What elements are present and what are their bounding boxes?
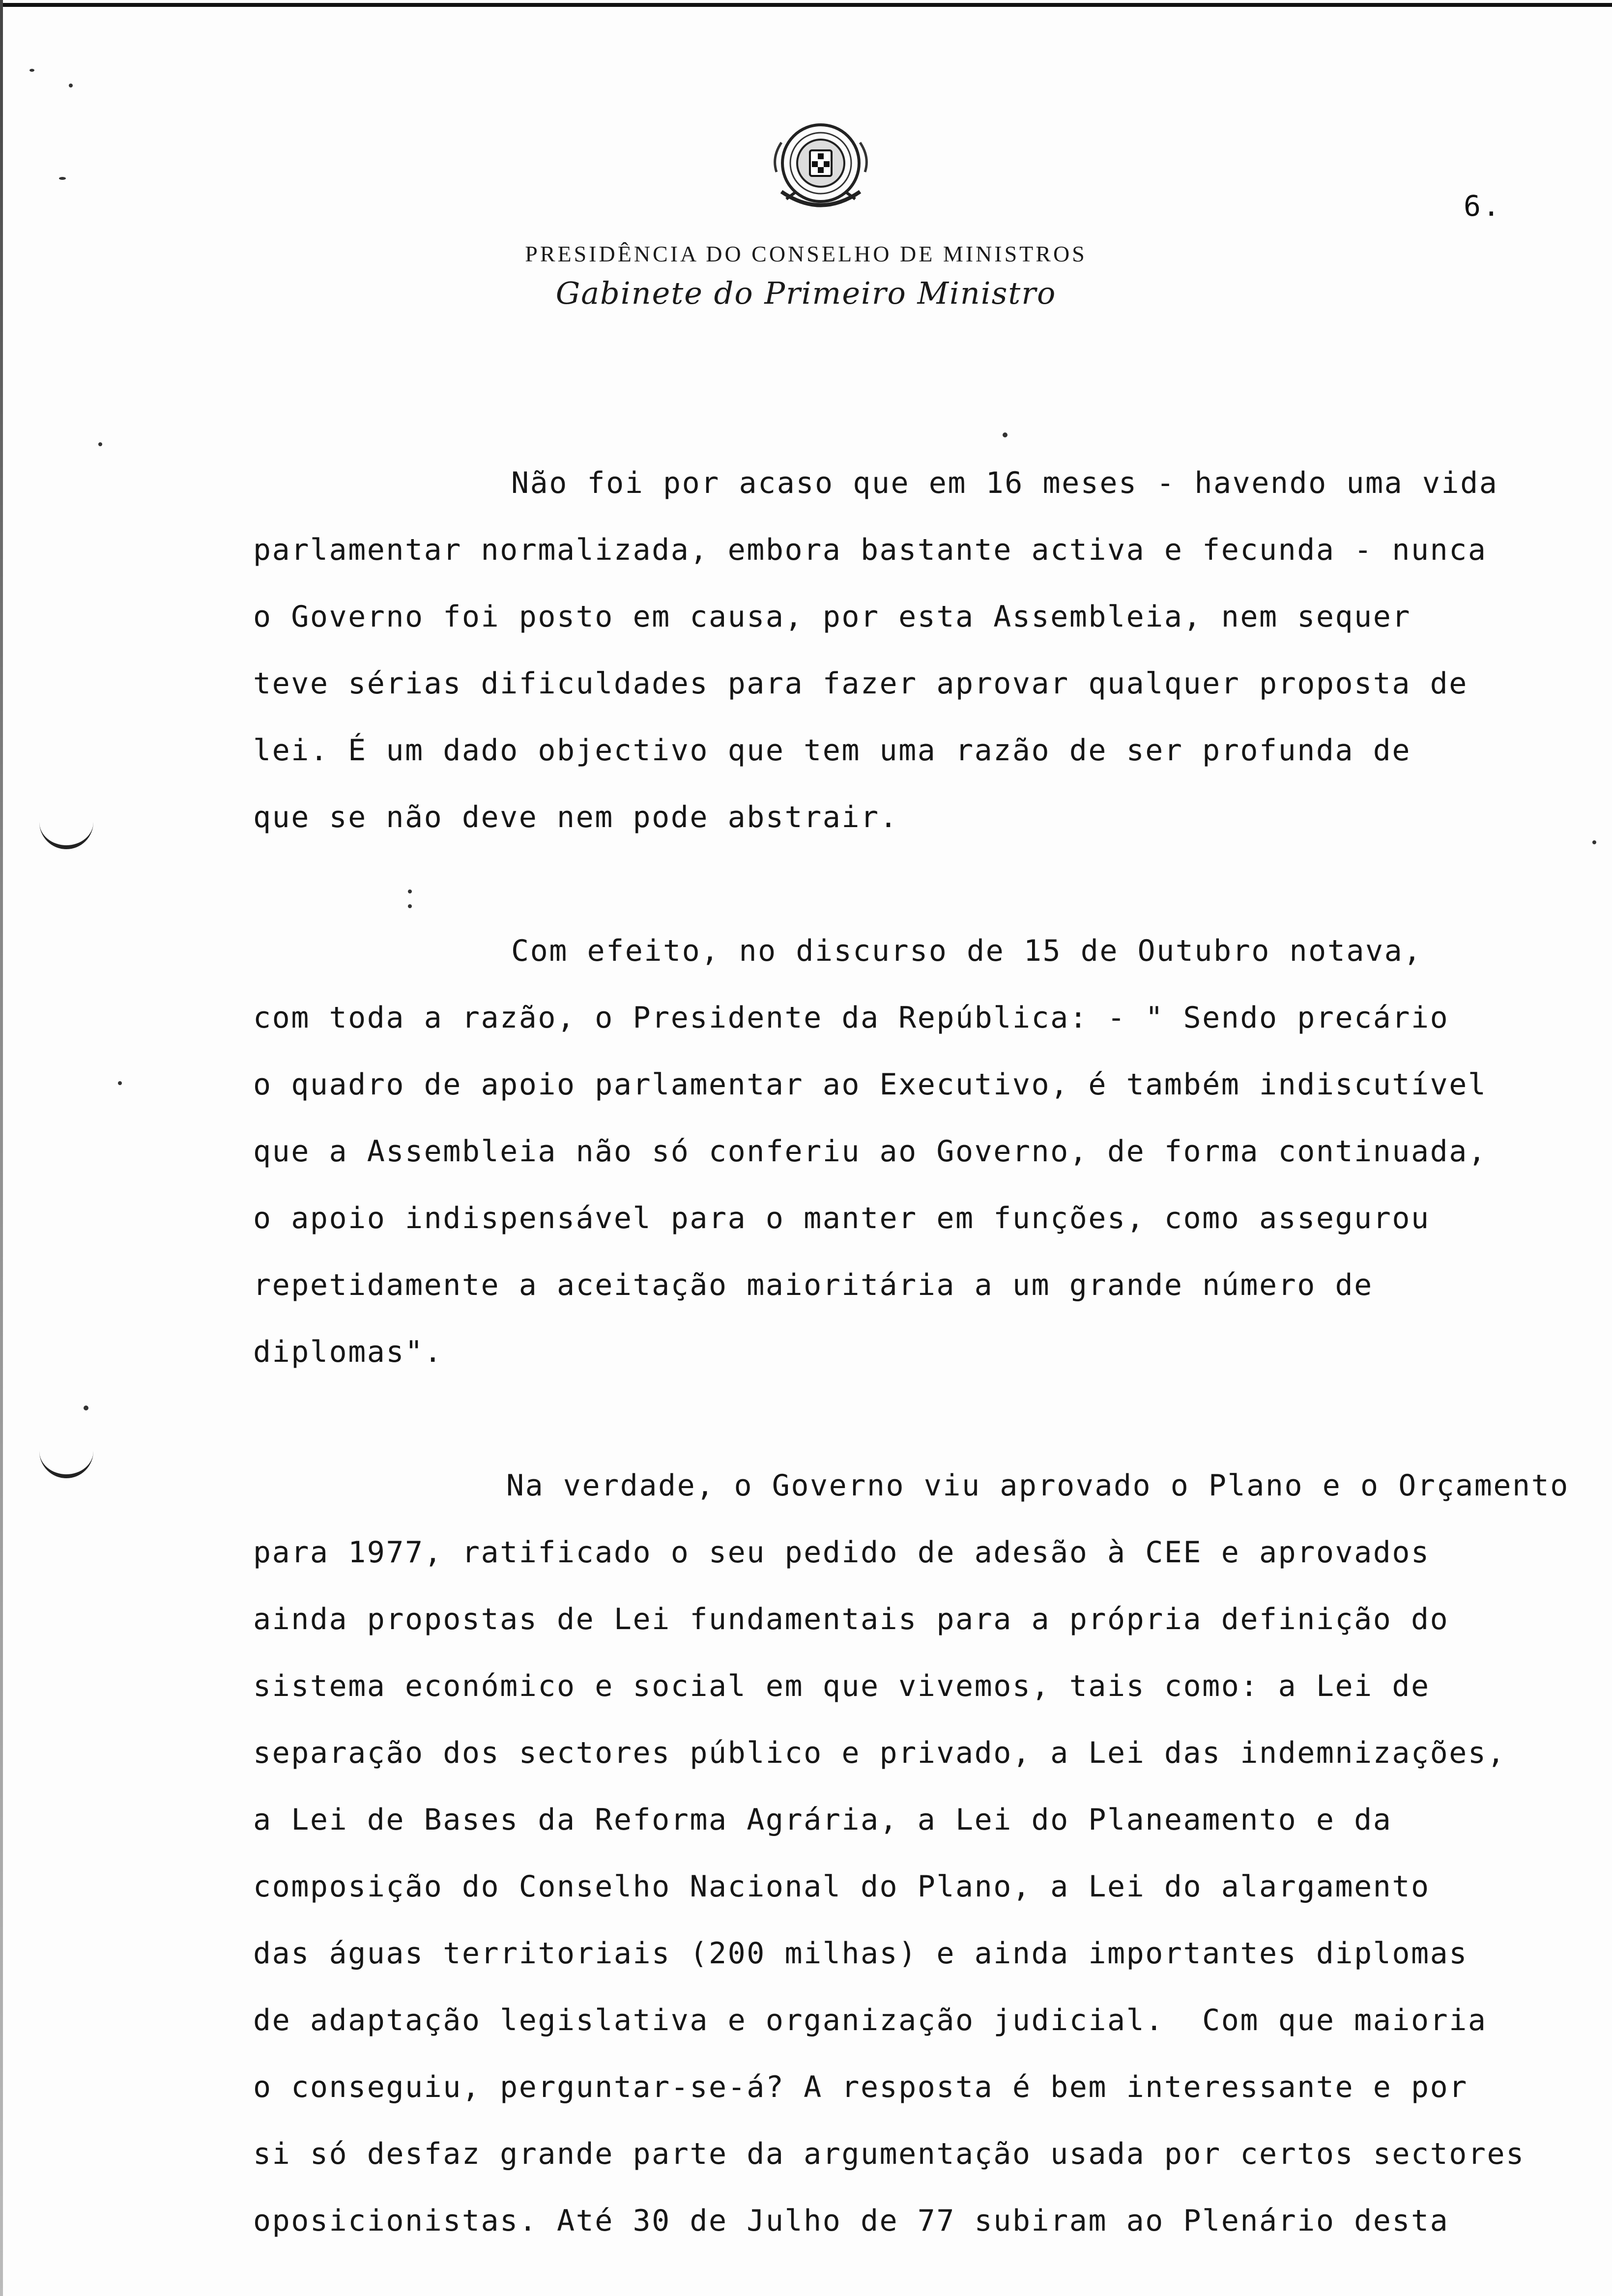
scan-speck xyxy=(1592,840,1596,844)
page-number: 6. xyxy=(1464,189,1502,223)
portuguese-coat-of-arms-seal-icon xyxy=(767,118,875,216)
text-line: parlamentar normalizada, embora bastante activa e fecunda - nunca xyxy=(253,533,1487,567)
scan-speck xyxy=(1003,432,1008,437)
text-line: teve sérias dificuldades para fazer aprovar qualquer proposta de xyxy=(253,666,1468,701)
text-line: o apoio indispensável para o manter em funções, como assegurou xyxy=(253,1201,1430,1235)
text-line: para 1977, ratificado o seu pedido de adesão à CEE e aprovados xyxy=(253,1535,1430,1570)
text-line: das águas territoriais (200 milhas) e ainda importantes diplomas xyxy=(253,1936,1468,1971)
text-line: ainda propostas de Lei fundamentais para a própria definição do xyxy=(253,1602,1449,1636)
text-line: o conseguiu, perguntar-se-á? A resposta é bem interessante e por xyxy=(253,2070,1468,2104)
scan-speck xyxy=(118,1081,122,1085)
paragraph xyxy=(253,450,1610,851)
text-line: diplomas". xyxy=(253,1335,443,1369)
text-line: si só desfaz grande parte da argumentação usada por certos sectores xyxy=(253,2137,1525,2171)
text-line: composição do Conselho Nacional do Plano, a Lei do alargamento xyxy=(253,1869,1430,1904)
paragraph xyxy=(253,1452,1610,2254)
office-subheading: Gabinete do Primeiro Ministro xyxy=(555,275,1057,311)
text-line: separação dos sectores público e privado, a Lei das indemnizações, xyxy=(253,1736,1506,1770)
text-line: que se não deve nem pode abstrair. xyxy=(253,800,899,834)
text-line: lei. É um dado objectivo que tem uma razão de ser profunda de xyxy=(253,733,1411,768)
text-line: oposicionistas. Até 30 de Julho de 77 subiram ao Plenário desta xyxy=(253,2204,1449,2238)
scan-speck xyxy=(408,890,412,893)
text-line: repetidamente a aceitação maioritária a um grande número de xyxy=(253,1268,1373,1302)
scan-left-edge xyxy=(0,0,3,2296)
text-line: Não foi por acaso que em 16 meses - havendo uma vida xyxy=(511,466,1498,500)
scan-speck xyxy=(98,442,102,446)
text-line: de adaptação legislativa e organização judicial. Com que maioria xyxy=(253,2003,1487,2038)
binder-hole-mark xyxy=(39,1445,93,1478)
document-body xyxy=(253,450,1610,2254)
institution-heading: PRESIDÊNCIA DO CONSELHO DE MINISTROS xyxy=(525,241,1087,266)
text-line: com toda a razão, o Presidente da República: - " Sendo precário xyxy=(253,1001,1449,1035)
text-line: Com efeito, no discurso de 15 de Outubro notava, xyxy=(511,934,1422,968)
text-line: o quadro de apoio parlamentar ao Executivo, é também indiscutível xyxy=(253,1067,1487,1102)
text-line: o Governo foi posto em causa, por esta Assembleia, nem sequer xyxy=(253,600,1411,634)
scan-speck xyxy=(69,84,73,87)
text-line: sistema económico e social em que vivemos, tais como: a Lei de xyxy=(253,1669,1430,1703)
text-line: Na verdade, o Governo viu aprovado o Plano e o Orçamento xyxy=(506,1468,1569,1503)
scan-top-border xyxy=(0,3,1612,7)
scan-speck xyxy=(408,904,412,908)
paragraph xyxy=(253,918,1610,1385)
text-line: que a Assembleia não só conferiu ao Governo, de forma continuada, xyxy=(253,1134,1487,1169)
scan-speck xyxy=(29,69,34,72)
binder-hole-mark xyxy=(39,816,93,849)
scan-speck xyxy=(59,177,66,180)
scan-speck xyxy=(84,1406,88,1410)
text-line: a Lei de Bases da Reforma Agrária, a Lei do Planeamento e da xyxy=(253,1803,1392,1837)
